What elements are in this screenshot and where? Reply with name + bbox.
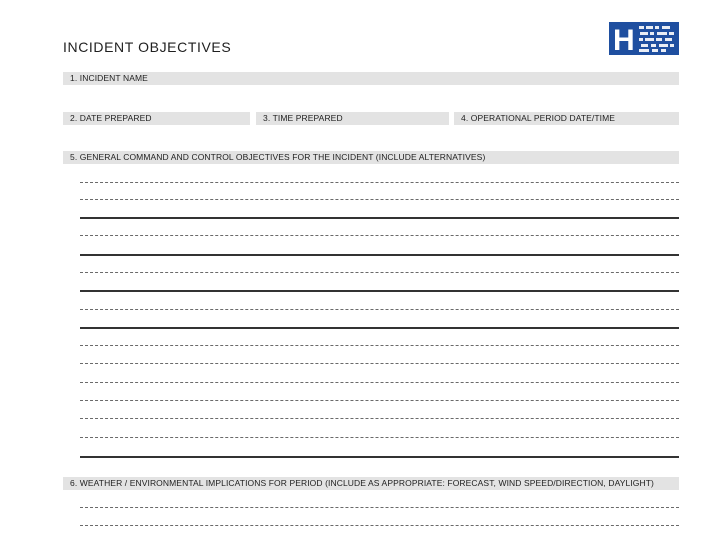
logo-letter: H [613,24,635,55]
form-title: INCIDENT OBJECTIVES [63,39,232,55]
writing-line [80,272,679,273]
writing-line [80,327,679,329]
incident-name-field[interactable]: 1. INCIDENT NAME [63,72,679,85]
writing-line [80,507,679,508]
weather-section-label: 6. WEATHER / ENVIRONMENTAL IMPLICATIONS FOR PERIOD (INCLUDE AS APPROPRIATE: FORECAST, WIND SPEED/DIRECTION, DAYLIGHT) [63,477,679,490]
writing-line [80,400,679,401]
date-prepared-field[interactable]: 2. DATE PREPARED [63,112,250,125]
writing-line [80,290,679,292]
writing-line [80,217,679,219]
writing-line [80,345,679,346]
writing-line [80,235,679,236]
writing-line [80,182,679,183]
writing-line [80,418,679,419]
writing-line [80,309,679,310]
writing-line [80,363,679,364]
writing-line [80,437,679,438]
writing-line [80,525,679,526]
hospital-logo-icon [609,22,679,55]
time-prepared-field[interactable]: 3. TIME PREPARED [256,112,449,125]
objectives-section-label: 5. GENERAL COMMAND AND CONTROL OBJECTIVES FOR THE INCIDENT (INCLUDE ALTERNATIVES) [63,151,679,164]
writing-line [80,382,679,383]
writing-line [80,456,679,458]
writing-line [80,254,679,256]
objectives-lines[interactable] [80,170,679,470]
writing-line [80,199,679,200]
operational-period-field[interactable]: 4. OPERATIONAL PERIOD DATE/TIME [454,112,679,125]
weather-lines[interactable] [80,496,679,536]
